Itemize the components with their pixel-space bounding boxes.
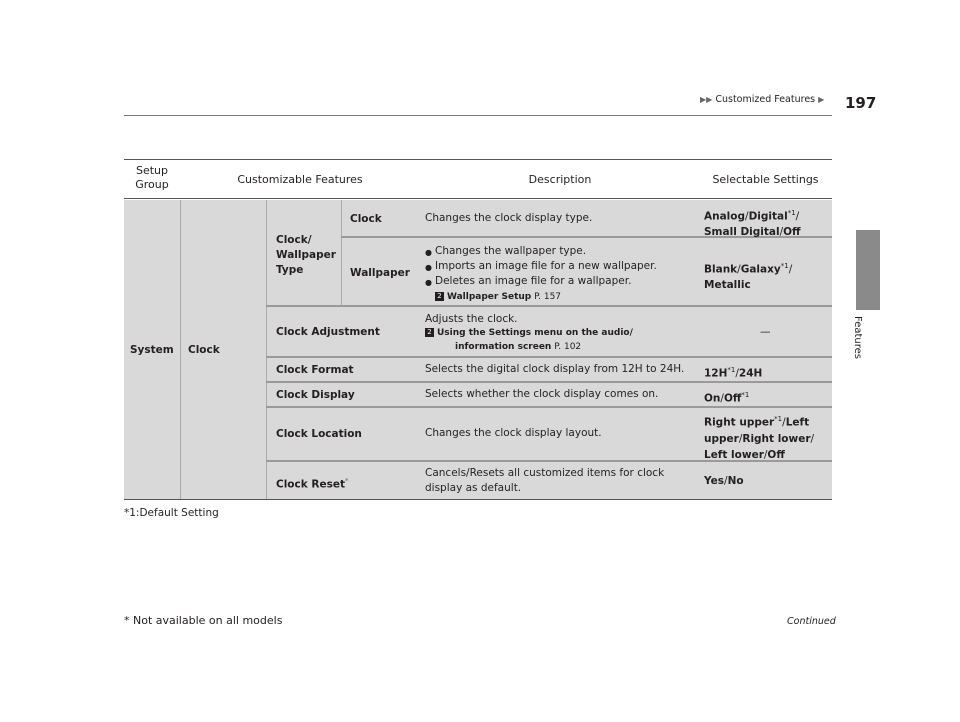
- table-top-rule: [124, 159, 832, 160]
- row-desc-clock-adjustment: Adjusts the clock. 2 Using the Settings menu on the audio/ information screen P. 102: [425, 313, 633, 352]
- row-desc-clock: Changes the clock display type.: [425, 212, 593, 224]
- triangle-icon: ▶: [818, 95, 825, 104]
- bullet-item: ● Changes the wallpaper type.: [425, 244, 657, 259]
- row-name-clock: Clock: [350, 213, 382, 225]
- row-settings-wallpaper: Blank/Galaxy$^{*1}$/ Metallic: [704, 262, 793, 291]
- reference-arrow-icon: 2: [425, 328, 434, 337]
- triangle-icon: ▶▶: [700, 95, 713, 104]
- section-tab-label: Features: [852, 316, 863, 359]
- footnote-default-setting: *1:Default Setting: [124, 507, 219, 519]
- col-header-selectable: Selectable Settings: [712, 173, 819, 186]
- row-settings-clock: Analog/Digital$^{*1}$/ Small Digital/Off: [704, 209, 801, 238]
- row-settings-clock-adjustment: —: [760, 326, 771, 338]
- xref-settings-menu[interactable]: 2 Using the Settings menu on the audio/: [425, 326, 633, 340]
- row-settings-clock-format: $12H^{*1}/24H$: [704, 366, 763, 380]
- table-bottom-rule: [124, 499, 832, 500]
- row-name-clock-format: Clock Format: [276, 364, 354, 376]
- col-header-setup-group: Setup Group: [135, 164, 169, 191]
- row-name-clock-location: Clock Location: [276, 428, 362, 440]
- header-rule: [124, 115, 832, 116]
- column-separator: [180, 200, 181, 499]
- row-settings-clock-reset: Yes/No: [704, 475, 744, 487]
- col-header-customizable: Customizable Features: [237, 173, 363, 186]
- bullet-item: ● Imports an image file for a new wallpaper.: [425, 259, 657, 274]
- xref-wallpaper-setup[interactable]: 2 Wallpaper Setup P. 157: [425, 290, 657, 305]
- table-header-rule: [124, 198, 832, 199]
- row-divider: [266, 406, 832, 408]
- group-label-system: System: [130, 344, 174, 356]
- row-name-clock-display: Clock Display: [276, 389, 355, 401]
- row-desc-clock-format: Selects the digital clock display from 12H to 24H.: [425, 363, 685, 375]
- row-name-wallpaper: Wallpaper: [350, 267, 410, 279]
- row-settings-clock-display: On/Off$^{*1}$: [704, 391, 750, 405]
- column-separator: [341, 200, 342, 306]
- page-number: 197: [845, 94, 877, 112]
- row-name-clock-reset: Clock Reset*: [276, 477, 349, 491]
- row-divider: [266, 381, 832, 383]
- breadcrumb-label: Customized Features: [715, 94, 816, 105]
- row-desc-clock-reset: Cancels/Resets all customized items for clock display as default.: [425, 467, 665, 494]
- row-divider: [266, 356, 832, 358]
- col-header-description: Description: [528, 173, 592, 186]
- reference-arrow-icon: 2: [435, 292, 444, 301]
- feature-group-clock: Clock: [188, 344, 220, 356]
- continued-label: Continued: [787, 616, 836, 627]
- row-settings-clock-location: Right upper$^{*1}$/Left upper/Right lower/ Left lower/Off: [704, 415, 815, 461]
- row-divider: [266, 305, 832, 307]
- footer-note: * Not available on all models: [124, 614, 283, 627]
- row-name-clock-adjustment: Clock Adjustment: [276, 326, 380, 338]
- row-desc-wallpaper: [425, 244, 657, 305]
- breadcrumb: [700, 94, 824, 105]
- row-desc-clock-location: Changes the clock display layout.: [425, 427, 602, 439]
- row-desc-clock-display: Selects whether the clock display comes on.: [425, 388, 659, 400]
- section-tab-marker: [856, 230, 880, 310]
- column-separator: [266, 200, 267, 499]
- sub-group-clock-wallpaper: Clock/ Wallpaper Type: [276, 234, 336, 276]
- bullet-item: ● Deletes an image file for a wallpaper.: [425, 274, 657, 289]
